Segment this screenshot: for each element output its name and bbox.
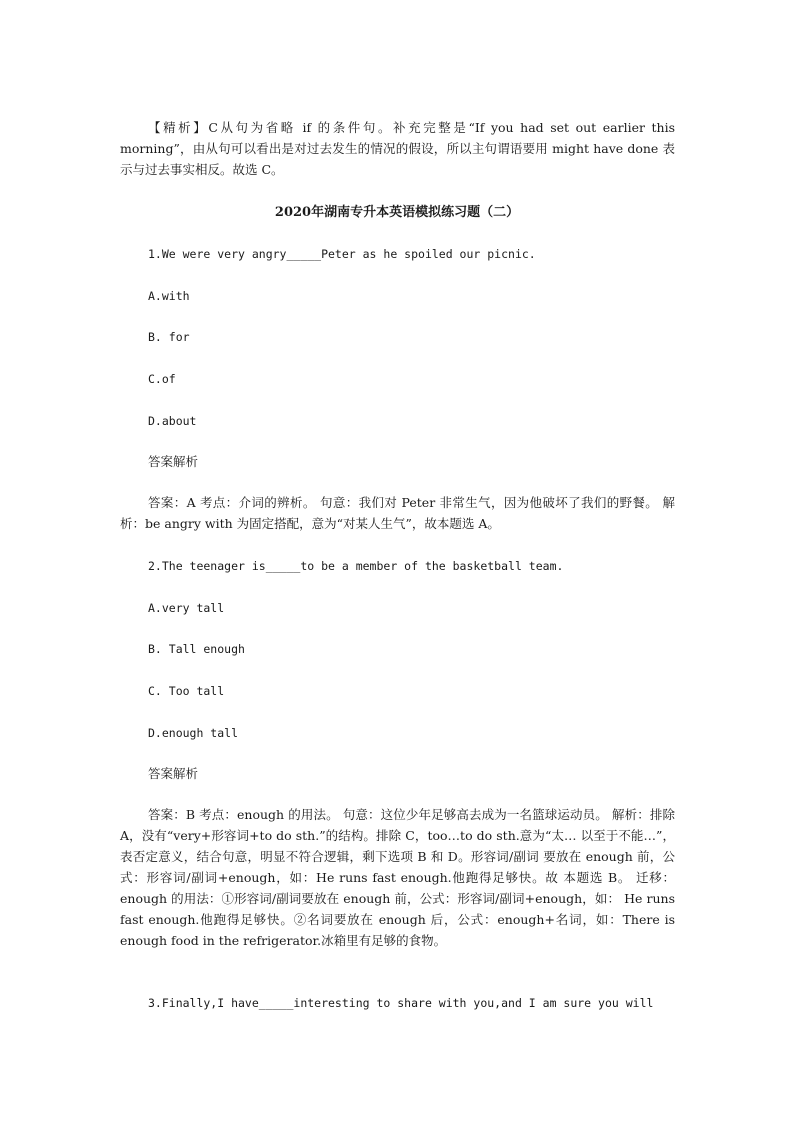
- question-1-option-a: A.with: [148, 289, 190, 303]
- question-2-option-a: A.very tall: [148, 601, 225, 615]
- question-1-answer-heading: 答案解析: [148, 454, 199, 469]
- question-1-option-d: D.about: [148, 414, 197, 428]
- question-2-option-c: C. Too tall: [148, 684, 225, 698]
- previous-analysis-paragraph: 【精析】C从句为省略 if 的条件句。补充完整是“If you had set out earlier this morning”，由从句可以看出是对过去发生的情况的假设，所以主句谓语要用 might have done 表示与过去事实相反。故选 C。: [120, 120, 675, 177]
- section-title: 2020年湖南专升本英语模拟练习题（二）: [274, 205, 520, 220]
- question-1-explanation: 答案：A 考点：介词的辨析。 句意：我们对 Peter 非常生气，因为他破坏了我们的野餐。 解析：be angry with 为固定搭配，意为“对某人生气”，故本题选 A。: [120, 495, 675, 531]
- question-2-answer-heading: 答案解析: [148, 766, 199, 781]
- question-2-option-b: B. Tall enough: [148, 642, 245, 656]
- question-1-option-b: B. for: [148, 330, 190, 344]
- question-1-stem: 1.We were very angry_____Peter as he spoiled our picnic.: [148, 247, 536, 261]
- question-2-stem: 2.The teenager is_____to be a member of the basketball team.: [148, 559, 564, 573]
- question-2-option-d: D.enough tall: [148, 726, 239, 740]
- question-2-explanation: 答案：B 考点：enough 的用法。 句意：这位少年足够高去成为一名篮球运动员。 解析：排除 A，没有“very+形容词+to do sth.”的结构。排除 C，too…to do sth.意为“太… 以至于不能…”，表否定意义，结合句意，明显不符合逻辑，剩下选项 B 和 D。形容词/副词 要放在 enough 前，公式：形容词/副词+enough，如：He runs fast enough.他跑得足够快。故 本题选 B。 迁移：enough 的用法：①形容词/副词要放在 enough 前，公式：形容词/副词+enough，如： He runs fast enough.他跑得足够快。②名词要放在 enough 后，公式：enough+名词，如：There is enough food in the refrigerator.冰箱里有足够的食物。: [120, 807, 675, 948]
- question-1-option-c: C.of: [148, 372, 176, 386]
- question-3-stem: 3.Finally,I have_____interesting to share with you,and I am sure you will: [148, 996, 654, 1010]
